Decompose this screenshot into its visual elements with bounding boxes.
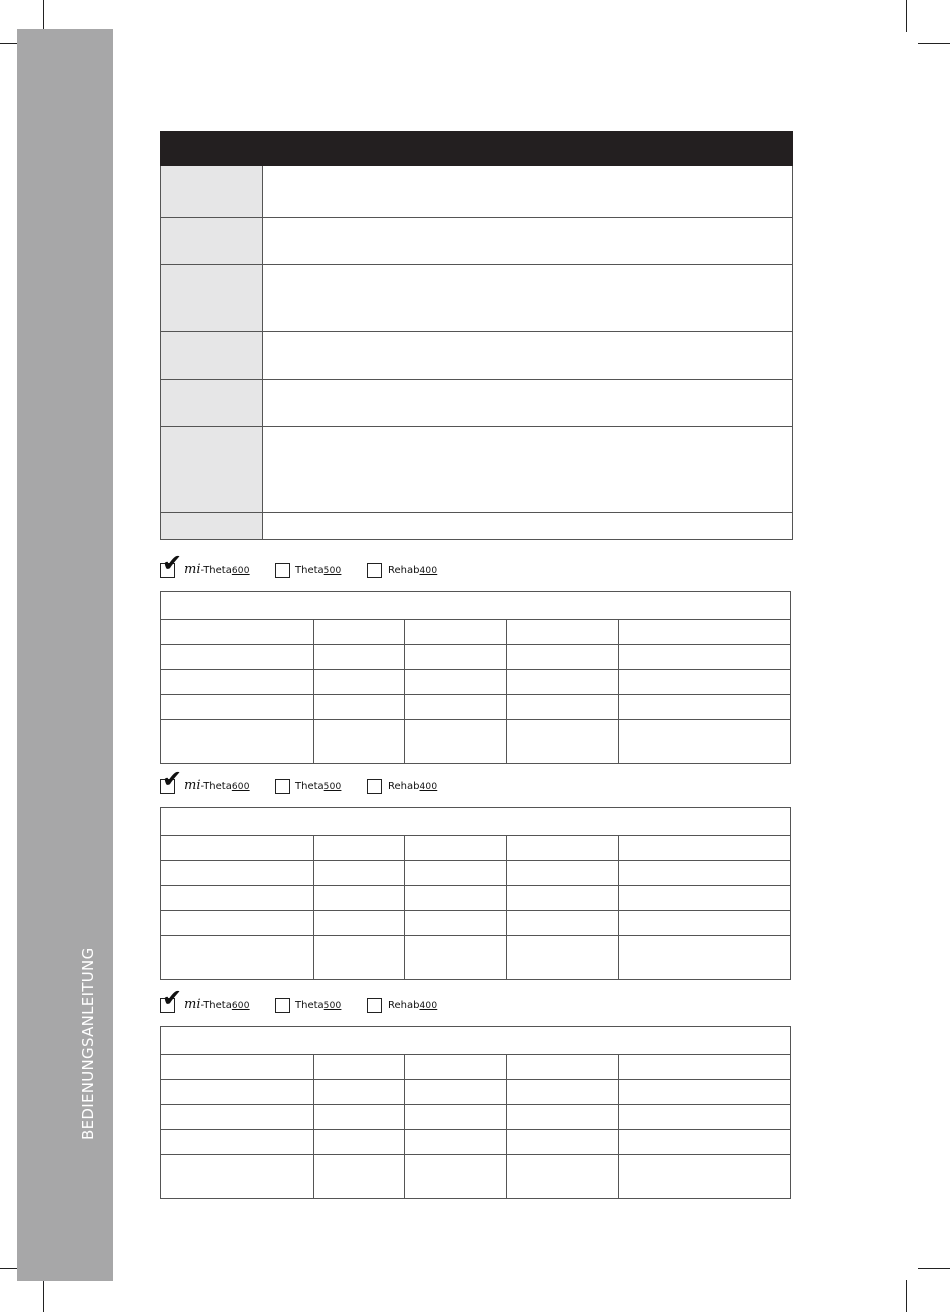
spec-label-cell (161, 380, 263, 427)
crop-mark (918, 1268, 950, 1269)
spec-value-cell (263, 218, 793, 265)
table-row (161, 1130, 791, 1155)
crop-mark (918, 43, 950, 44)
table-row (161, 695, 791, 720)
table-row (161, 720, 791, 764)
sidebar-band (17, 29, 113, 1281)
model-selector (160, 765, 480, 795)
model-label-theta500: Theta500 (295, 565, 342, 576)
spec-row (161, 166, 793, 218)
checkbox-theta500[interactable] (275, 563, 290, 578)
check-icon: ✔ (162, 984, 183, 1012)
spec-table (160, 131, 793, 540)
crop-mark (43, 1280, 44, 1312)
spec-row (161, 513, 793, 540)
model-label-theta500: Theta500 (295, 781, 342, 792)
spec-row (161, 380, 793, 427)
spec-label-cell (161, 332, 263, 380)
checkbox-theta500[interactable] (275, 998, 290, 1013)
table-row (161, 911, 791, 936)
spec-row (161, 218, 793, 265)
table-title-row (161, 1027, 791, 1055)
settings-table (160, 807, 791, 980)
spec-row (161, 265, 793, 332)
checkbox-rehab400[interactable] (367, 779, 382, 794)
table-row (161, 620, 791, 645)
spec-label-cell (161, 513, 263, 540)
table-row (161, 1055, 791, 1080)
model-selector (160, 984, 480, 1014)
model-label-mi-theta600: mi-Theta600 (184, 562, 250, 577)
table-title-row (161, 592, 791, 620)
table-title-row (161, 808, 791, 836)
spec-value-cell (263, 265, 793, 332)
spec-label-cell (161, 427, 263, 513)
spec-row (161, 332, 793, 380)
spec-value-cell (263, 427, 793, 513)
crop-mark (906, 0, 907, 32)
model-label-mi-theta600: mi-Theta600 (184, 778, 250, 793)
table-row (161, 836, 791, 861)
settings-table (160, 1026, 791, 1199)
check-icon: ✔ (162, 765, 183, 793)
model-selector (160, 549, 480, 579)
table-row (161, 886, 791, 911)
table-row (161, 861, 791, 886)
spec-row (161, 427, 793, 513)
check-icon: ✔ (162, 549, 183, 577)
spec-value-cell (263, 166, 793, 218)
spec-header-row (161, 132, 793, 166)
table-row (161, 936, 791, 980)
table-row (161, 670, 791, 695)
spec-value-cell (263, 332, 793, 380)
checkbox-theta500[interactable] (275, 779, 290, 794)
spec-value-cell (263, 513, 793, 540)
table-row (161, 645, 791, 670)
spec-label-cell (161, 166, 263, 218)
checkbox-rehab400[interactable] (367, 563, 382, 578)
table-row (161, 1080, 791, 1105)
spec-label-cell (161, 265, 263, 332)
spec-label-cell (161, 218, 263, 265)
spec-value-cell (263, 380, 793, 427)
table-row (161, 1105, 791, 1130)
model-label-mi-theta600: mi-Theta600 (184, 997, 250, 1012)
checkbox-rehab400[interactable] (367, 998, 382, 1013)
settings-table (160, 591, 791, 764)
model-label-theta500: Theta500 (295, 1000, 342, 1011)
crop-mark (43, 0, 44, 32)
table-row (161, 1155, 791, 1199)
model-label-rehab400: Rehab400 (388, 565, 438, 576)
model-label-rehab400: Rehab400 (388, 1000, 438, 1011)
sidebar-label: BEDIENUNGSANLEITUNG (79, 947, 97, 1140)
model-label-rehab400: Rehab400 (388, 781, 438, 792)
crop-mark (906, 1280, 907, 1312)
